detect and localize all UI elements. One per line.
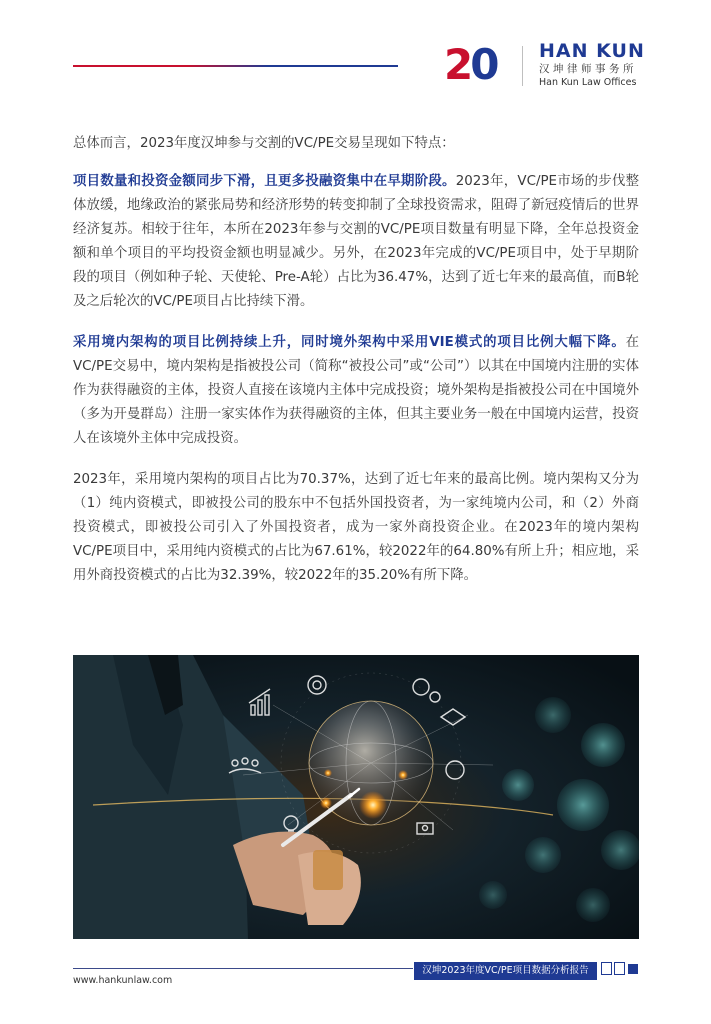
anniversary-logo [444, 40, 500, 89]
logo-digit-zero: 0 [470, 40, 497, 89]
brand-name-cn: 汉坤律师事务所 [539, 63, 637, 75]
paragraph-2-text: 在VC/PE交易中，境内架构是指被投公司（简称“被投公司”或“公司”）以其在中国境内注册的实体作为获得融资的主体，投资人直接在该境内主体中完成投资；境外架构是指被投公司在中国境外（多为开曼群岛）注册一家实体作为获得融资的主体，但其主要业务一般在中国境内运营，投资人在该境外主体中完成投资。 [73, 335, 639, 446]
paragraph-2 [73, 331, 639, 451]
intro-paragraph: 总体而言，2023年度汉坤参与交割的VC/PE交易呈现如下特点： [73, 136, 455, 151]
paragraph-1-text: 2023年，VC/PE市场的步伐整体放缓，地缘政治的紧张局势和经济形势的转变抑制了全球投资需求，阻碍了新冠疫情后的世界经济复苏。相较于往年，本所在2023年参与交割的VC/PE项目数量有明显下降，全年总投资金额和单个项目的平均投资金额也明显减少。另外，在2023年完成的VC/PE项目中，处于早期阶段的项目（例如种子轮、天使轮、Pre-A轮）占比为36.47%，达到了近七年来的最高值，而B轮及之后轮次的VC/PE项目占比持续下滑。 [73, 174, 639, 309]
paragraph-3 [73, 468, 639, 588]
paragraph-1 [73, 170, 639, 314]
hero-illustration [73, 655, 639, 939]
header-divider [73, 65, 398, 67]
paragraph-3-text: 2023年，采用境内架构的项目占比为70.37%，达到了近七年来的最高比例。境内架构又分为（1）纯内资模式，即被投公司的股东中不包括外国投资者，为一家纯境内公司，和（2）外商投资模式，即被投公司引入了外国投资者，成为一家外商投资企业。在2023年的境内架构VC/PE项目中，采用纯内资模式的占比为67.61%，较2022年的64.80%有所上升；相应地，采用外商投资模式的占比为32.39%，较2022年的35.20%有所下降。 [73, 472, 639, 583]
brand-subtitle: Han Kun Law Offices [539, 77, 637, 88]
footer-website-link[interactable]: www.hankunlaw.com [73, 975, 173, 986]
paragraph-1-lead: 项目数量和投资金额同步下滑，且更多投融资集中在早期阶段。 [73, 174, 456, 189]
footer-square-outline-1 [601, 962, 612, 975]
brand-name-en: HAN KUN [539, 40, 645, 62]
logo-digit-two: 2 [444, 40, 471, 89]
footer-report-title: 汉坤2023年度VC/PE项目数据分析报告 [414, 962, 597, 980]
body-content [73, 132, 639, 605]
footer-square-outline-2 [614, 962, 625, 975]
paragraph-2-lead: 采用境内架构的项目比例持续上升，同时境外架构中采用VIE模式的项目比例大幅下降。 [73, 335, 626, 350]
logo-separator [522, 46, 523, 86]
footer-square-filled [628, 964, 638, 974]
footer-divider [73, 968, 413, 969]
